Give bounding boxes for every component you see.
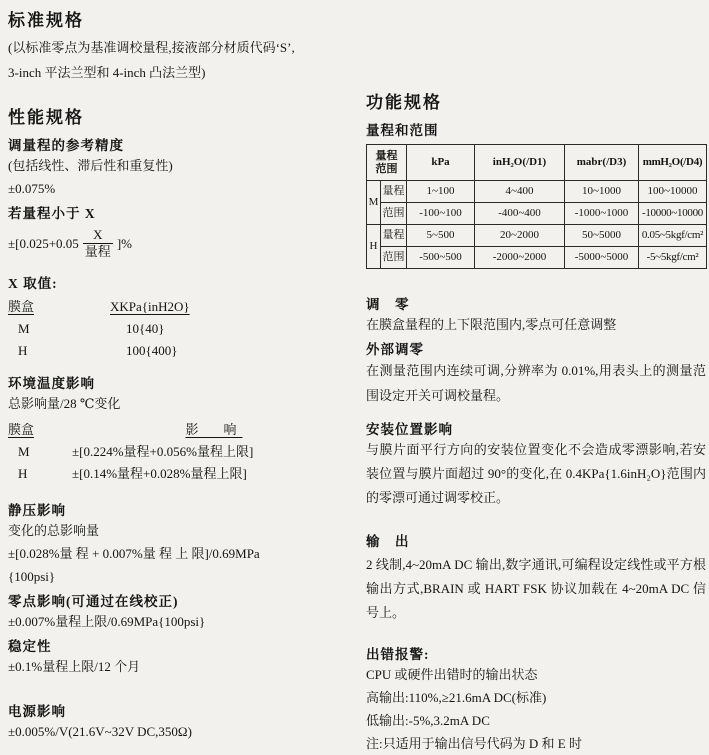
zero-adjust-body: 在膜盒量程的上下限范围内,零点可任意调整 <box>366 317 617 332</box>
corner-line1: 量程 <box>375 149 398 162</box>
accuracy-value: ±0.075% <box>8 181 56 196</box>
group-cell-h: H <box>367 225 381 269</box>
range-table-heading: 量程和范围 <box>366 123 439 138</box>
table-row <box>8 318 356 340</box>
standard-spec-note-line1: (以标准零点为基准调校量程,接液部分材质代码‘S’, <box>8 40 295 55</box>
ambient-col1-header: 膜盒 <box>8 421 35 437</box>
left-column <box>8 0 356 743</box>
ambient-row-value: ±[0.14%量程+0.028%量程上限] <box>72 465 247 481</box>
value-cell: 5~500 <box>407 225 475 247</box>
kind-cell: 量程 <box>381 225 407 247</box>
table-row <box>8 463 356 485</box>
table-row <box>8 340 356 362</box>
col-header-inh2o: inH₂O(/D1) <box>475 145 565 181</box>
x-values-row-key: M <box>18 320 30 336</box>
ambient-row-key: M <box>18 443 30 459</box>
value-cell: 50~5000 <box>565 225 639 247</box>
x-values-heading: X 取值: <box>8 275 58 291</box>
static-pressure-heading: 静压影响 <box>8 502 66 518</box>
small-span-heading: 若量程小于 X <box>8 206 96 221</box>
range-table-header-row <box>367 145 707 181</box>
zero-effect-heading: 零点影响(可通过在线校正) <box>8 593 179 609</box>
group-cell-m: M <box>367 181 381 225</box>
zero-effect-value: ±0.007%量程上限/0.69MPa{100psi} <box>8 613 206 629</box>
ambient-row-value: ±[0.224%量程+0.056%量程上限] <box>72 443 254 459</box>
kind-cell: 量程 <box>381 181 407 203</box>
formula-prefix: ±[0.025+0.05 <box>8 236 79 252</box>
value-cell: 4~400 <box>475 181 565 203</box>
value-cell: 100~10000 <box>639 181 707 203</box>
error-alarm-line4: 注:只适用于输出信号代码为 D 和 E 时 <box>366 736 582 751</box>
value-cell: -400~400 <box>475 203 565 225</box>
ambient-heading: 环境温度影响 <box>8 375 95 391</box>
table-row <box>367 203 707 225</box>
value-cell: 0.05~5kgf/cm² <box>639 225 707 247</box>
corner-line2: 范围 <box>375 162 398 175</box>
ambient-header-row <box>8 419 356 441</box>
x-values-row-value: 10{40} <box>126 320 165 336</box>
stability-value: ±0.1%量程上限/12 个月 <box>8 658 141 674</box>
accuracy-sub: (包括线性、滞后性和重复性) <box>8 158 173 173</box>
col-header-mmh2o: mmH₂O(/D4) <box>639 145 707 181</box>
value-cell: -500~500 <box>407 247 475 269</box>
right-column <box>366 0 706 755</box>
value-cell: -100~100 <box>407 203 475 225</box>
value-cell: -5~5kgf/cm² <box>639 247 707 269</box>
output-heading: 输 出 <box>366 534 410 549</box>
range-table <box>366 144 707 269</box>
value-cell: -5000~5000 <box>565 247 639 269</box>
zero-adjust-heading: 调 零 <box>366 297 410 312</box>
small-span-formula <box>8 228 356 260</box>
formula-suffix: ]% <box>116 236 132 252</box>
external-zero-body: 在测量范围内连续可调,分辨率为 0.01%,用表头上的测量范围设定开关可调校量程。 <box>366 363 706 403</box>
output-body: 2 线制,4~20mA DC 输出,数字通讯,可编程设定线性或平方根输出方式,BRAIN 或 HART FSK 协议加载在 4~20mA DC 信号上。 <box>366 557 706 620</box>
kind-cell: 范围 <box>381 247 407 269</box>
table-row <box>367 247 707 269</box>
standard-spec-note-line2: 3-inch 平法兰型和 4-inch 凸法兰型) <box>8 65 206 80</box>
x-values-table <box>8 296 356 362</box>
value-cell: 10~1000 <box>565 181 639 203</box>
external-zero-heading: 外部调零 <box>366 342 424 357</box>
ambient-col2-header: 影 响 <box>185 421 243 437</box>
ambient-sub: 总影响量/28 ℃变化 <box>8 395 121 411</box>
functional-spec-heading: 功能规格 <box>366 93 442 112</box>
error-alarm-line2: 高输出:110%,≥21.6mA DC(标准) <box>366 690 547 705</box>
value-cell: -2000~2000 <box>475 247 565 269</box>
performance-spec-heading: 性能规格 <box>8 108 84 127</box>
formula-fraction <box>83 228 113 260</box>
ambient-table <box>8 419 356 485</box>
error-alarm-line3: 低输出:-5%,3.2mA DC <box>366 713 490 728</box>
stability-heading: 稳定性 <box>8 638 52 654</box>
table-row <box>367 181 707 203</box>
accuracy-heading: 调量程的参考精度 <box>8 138 124 153</box>
range-table-corner-cell <box>367 145 407 181</box>
table-row <box>367 225 707 247</box>
kind-cell: 范围 <box>381 203 407 225</box>
x-values-col2-header: XKPa{inH2O} <box>110 298 190 314</box>
value-cell: -10000~10000 <box>639 203 707 225</box>
static-pressure-line1: ±[0.028%量 程 + 0.007%量 程 上 限]/0.69MPa <box>8 545 260 561</box>
value-cell: 1~100 <box>407 181 475 203</box>
power-heading: 电源影响 <box>8 703 66 719</box>
standard-spec-heading: 标准规格 <box>8 11 84 30</box>
error-alarm-heading: 出错报警: <box>366 647 430 662</box>
static-pressure-sub: 变化的总影响量 <box>8 522 100 538</box>
col-header-kpa: kPa <box>407 145 475 181</box>
col-header-mabr: mabr(/D3) <box>565 145 639 181</box>
table-row <box>8 441 356 463</box>
mount-position-heading: 安装位置影响 <box>366 422 453 437</box>
fraction-numerator: X <box>93 227 103 242</box>
error-alarm-line1: CPU 或硬件出错时的输出状态 <box>366 667 538 682</box>
value-cell: 20~2000 <box>475 225 565 247</box>
x-values-header-row <box>8 296 356 318</box>
fraction-denominator: 量程 <box>84 243 111 259</box>
mount-position-body: 与膜片面平行方向的安装位置变化不会造成零漂影响,若安装位置与膜片面超过 90°的变化,在 0.4KPa{1.6inH₂O}范围内的零漂可通过调零校正。 <box>366 442 706 505</box>
power-value: ±0.005%/V(21.6V~32V DC,350Ω) <box>8 723 192 739</box>
x-values-col1-header: 膜盒 <box>8 298 35 314</box>
value-cell: -1000~1000 <box>565 203 639 225</box>
x-values-row-key: H <box>18 342 28 358</box>
x-values-row-value: 100{400} <box>126 342 178 358</box>
static-pressure-line2: {100psi} <box>8 568 56 584</box>
ambient-row-key: H <box>18 465 28 481</box>
